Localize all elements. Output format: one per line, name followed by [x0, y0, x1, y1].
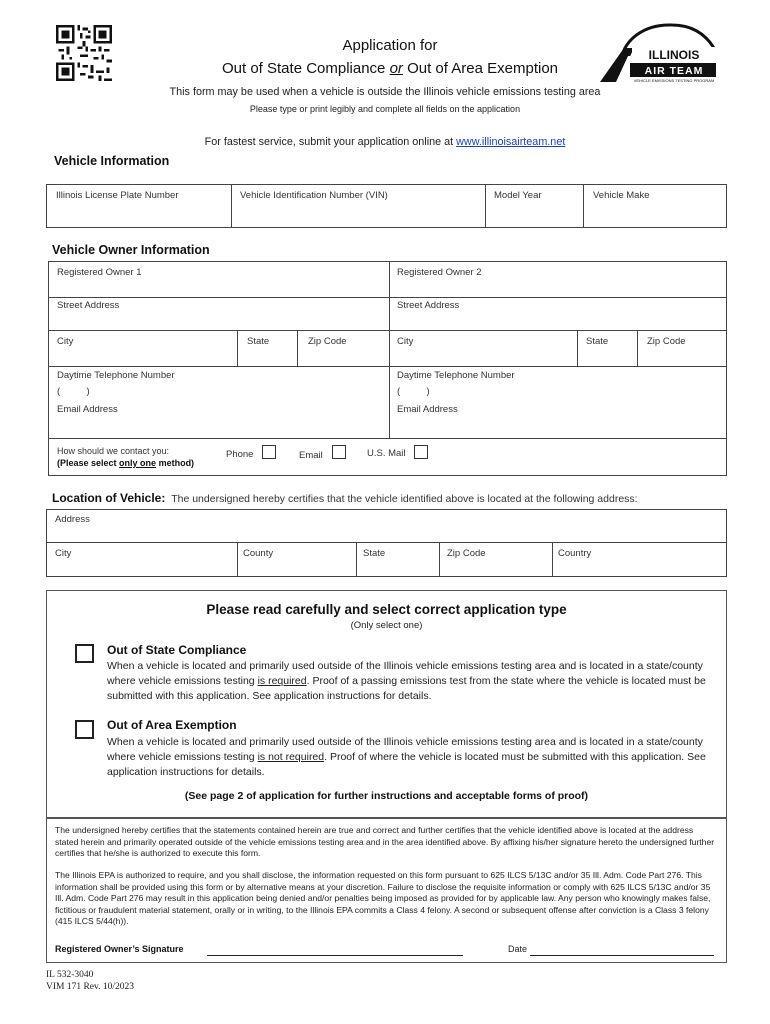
owner2-phone-field[interactable]: ( ): [397, 386, 430, 397]
online-prefix: For fastest service, submit your application online at: [204, 136, 457, 148]
illinois-air-team-logo: [598, 20, 718, 84]
opt1-required: is required: [257, 675, 307, 687]
vehicle-make-field[interactable]: Vehicle Make: [593, 190, 650, 201]
application-type-title: Please read carefully and select correct application type: [206, 602, 567, 617]
out-of-area-description: [107, 735, 719, 780]
phone-checkbox[interactable]: [262, 445, 276, 459]
contact-note-a: (Please select: [57, 458, 120, 468]
qr-code: [56, 25, 112, 81]
opt1-text-a: When a vehicle is located and primarily used outside of the Illinois vehicle emissions testing area and is located in a state/county where vehicle emissions testing: [107, 660, 703, 687]
owner1-street-field[interactable]: Street Address: [57, 300, 120, 311]
location-certify: The undersigned hereby certifies that the vehicle identified above is located at the following address:: [171, 493, 638, 505]
date-label: Date: [508, 944, 528, 954]
location-county-field[interactable]: County: [243, 548, 274, 559]
online-note: [0, 136, 770, 148]
phone-option-label: Phone: [226, 449, 254, 460]
model-year-field[interactable]: Model Year: [494, 190, 542, 201]
contact-note-only: only one: [119, 458, 157, 468]
date-line[interactable]: [530, 955, 714, 956]
owner1-city-field[interactable]: City: [57, 336, 74, 347]
owner-info-table: [48, 261, 727, 476]
opt2-text-b: . Proof of where the vehicle is located must be submitted with this application. See application instructions for details.: [107, 751, 706, 778]
logo-tagline: VEHICLE EMISSIONS TESTING PROGRAM: [633, 78, 715, 83]
owner2-email-field[interactable]: Email Address: [397, 404, 458, 415]
title-compliance: Out of State Compliance: [221, 60, 390, 77]
opt2-not-required: is not required: [257, 751, 325, 763]
owner1-field[interactable]: Registered Owner 1: [57, 267, 142, 278]
email-option-label: Email: [299, 450, 323, 461]
owner1-phone-label: Daytime Telephone Number: [57, 370, 175, 381]
owner2-state-field[interactable]: State: [586, 336, 609, 347]
location-zip-field[interactable]: Zip Code: [447, 548, 486, 559]
vehicle-info-title: Vehicle Information: [54, 154, 170, 168]
privacy-paragraph: The Illinois EPA is authorized to require, and you shall disclose, the information requested on this form pursuant to 625 ILCS 5/13C and/or 35 Ill. Adm. Code Part 276. This information shall be provided using this form or by alternative means at your discretion. Failure to disclose the requisite information or comply with 625 ILCS 5/13C and/or 35 Ill. Adm. Code Part 276 may result in this application being denied and/or penalties being imposed as provided for by applicable law. Any person who knowingly makes false, fictitious or fraudulent material statement, orally or in writing, to the Illinois EPA commits a Class 4 felony. A second or subsequent offense after conviction is a Class 3 felony (415 ILCS 5/44(h)).: [55, 870, 711, 926]
owner2-phone-label: Daytime Telephone Number: [397, 370, 515, 381]
out-of-area-checkbox[interactable]: [75, 720, 94, 739]
vin-field[interactable]: Vehicle Identification Number (VIN): [240, 190, 388, 201]
logo-line1: ILLINOIS: [648, 48, 700, 62]
owner1-zip-field[interactable]: Zip Code: [308, 336, 347, 347]
owner1-state-field[interactable]: State: [247, 336, 270, 347]
certification-box: [46, 818, 727, 963]
owner2-city-field[interactable]: City: [397, 336, 414, 347]
application-type-box: [46, 590, 727, 818]
title-or: or: [389, 60, 403, 77]
location-state-field[interactable]: State: [363, 548, 386, 559]
signature-line[interactable]: [207, 955, 463, 956]
owner2-street-field[interactable]: Street Address: [397, 300, 460, 311]
owner1-email-field[interactable]: Email Address: [57, 404, 118, 415]
location-heading: [52, 491, 638, 505]
out-of-state-description: [107, 659, 717, 704]
location-address-field[interactable]: Address: [55, 514, 90, 525]
out-of-state-checkbox[interactable]: [75, 644, 94, 663]
mail-option-label: U.S. Mail: [367, 448, 406, 459]
see-page-2-note: (See page 2 of application for further instructions and acceptable forms of proof): [184, 790, 589, 802]
form-subtitle: This form may be used when a vehicle is outside the Illinois vehicle emissions testing area: [169, 86, 601, 98]
out-of-state-title: Out of State Compliance: [107, 643, 247, 657]
form-version: VIM 171 Rev. 10/2023: [46, 982, 135, 992]
license-plate-field[interactable]: Illinois License Plate Number: [56, 190, 179, 201]
opt1-text-b: . Proof of a passing emissions test from the state where the vehicle is located must be submitted with this application. See application instructions for details.: [107, 675, 706, 702]
contact-note-b: method): [156, 458, 195, 468]
title-exemption: Out of Area Exemption: [402, 60, 559, 77]
contact-question: How should we contact you:: [57, 446, 170, 456]
location-title: Location of Vehicle:: [52, 491, 166, 505]
application-type-subtitle: (Only select one): [350, 620, 423, 631]
vehicle-info-table: [46, 184, 727, 228]
signature-label: Registered Owner’s Signature: [55, 944, 184, 954]
owner1-phone-field[interactable]: ( ): [57, 386, 90, 397]
form-title-line2: [150, 60, 630, 77]
form-id: IL 532-3040: [46, 970, 94, 980]
email-checkbox[interactable]: [332, 445, 346, 459]
location-country-field[interactable]: Country: [558, 548, 592, 559]
location-city-field[interactable]: City: [55, 548, 72, 559]
certification-paragraph: The undersigned hereby certifies that the statements contained herein are true and correct and further certifies that the vehicle identified above is located at the address stated herein and primarily operated outside of the vehicle emissions testing area and in the area identified above. By affixing his/her signature hereto the undersigned further certifies that he/she is authorized to execute this form.: [55, 825, 715, 858]
out-of-area-title: Out of Area Exemption: [107, 718, 237, 732]
form-title-line1: Application for: [342, 37, 438, 54]
mail-checkbox[interactable]: [414, 445, 428, 459]
opt2-text-a: When a vehicle is located and primarily used outside of the Illinois vehicle emissions testing area and is located in a state/county where vehicle emissions testing: [107, 736, 703, 763]
contact-select-note: [57, 458, 194, 468]
website-link[interactable]: www.illinoisairteam.net: [456, 136, 566, 148]
location-table: [46, 509, 727, 577]
logo-line2: AIR TEAM: [644, 65, 704, 77]
owner-info-title: Vehicle Owner Information: [52, 243, 210, 257]
owner2-zip-field[interactable]: Zip Code: [647, 336, 686, 347]
owner2-field[interactable]: Registered Owner 2: [397, 267, 482, 278]
form-instruction: Please type or print legibly and complete all fields on the application: [249, 104, 521, 114]
